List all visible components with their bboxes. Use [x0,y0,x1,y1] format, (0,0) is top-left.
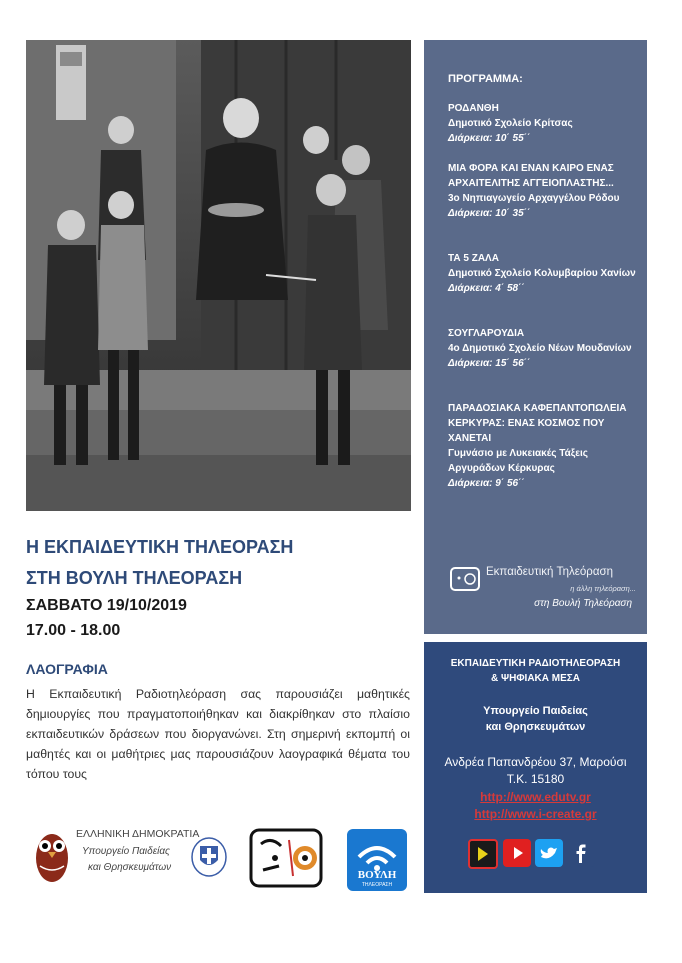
org-name: ΕΚΠΑΙΔΕΥΤΙΚΗ ΡΑΔΙΟΤΗΛΕΟΡΑΣΗ & ΨΗΦΙΑΚΑ ΜΕΣΑ [450,658,621,684]
ministry-label-1: Υπουργείο Παιδείας [82,846,170,857]
brand-subtitle: στη Βουλή Τηλεόραση [534,598,632,609]
contact-panel [424,642,647,893]
youtube-icon[interactable] [503,839,531,867]
page-title-line2: ΣΤΗ ΒΟΥΛΗ ΤΗΛΕΟΡΑΣΗ [26,568,243,588]
republic-label: ΕΛΛΗΝΙΚΗ ΔΗΜΟΚΡΑΤΙΑ [76,828,200,840]
section-description: Η Εκπαιδευτική Ραδιοτηλεόραση σας παρουσιάζει μαθητικές δημιουργίες που πραγματοποιήθηκαν και διακρίθηκαν στο πλαίσιο εκπαιδευτικών δράσεων που διοργανώνει. Στη σημερινή εκπομπή οι μαθητές και οι μαθήτριες μας παρουσιάζουν λαογραφικά θέματα του τόπου τους [26,687,410,781]
ministry-name: Υπουργείο Παιδείας και Θρησκευμάτων [483,705,588,733]
broadcast-date: ΣΑΒΒΑΤΟ 19/10/2019 [26,597,187,614]
edutv-link[interactable]: http://www.edutv.gr [480,790,591,804]
edutv-logo [249,826,327,890]
program-item: ΜΙΑ ΦΟΡΑ ΚΑΙ ΕΝΑΝ ΚΑΙΡΟ ΕΝΑΣ ΑΡΧΑΙΤΕΛΙΤΗΣ ΑΓΓΕΙΟΠΛΑΣΤΗΣ... 3ο Νηπιαγωγείο Αρχαγγέλου Ρόδου Διάρκεια: 10΄ 35΄΄ [448,163,620,219]
edutv-small-tv-icon [450,566,482,592]
icreate-link[interactable]: http://www.i-create.gr [474,807,597,821]
broadcast-time: 17.00 - 18.00 [26,622,121,639]
brand-name: Εκπαιδευτική Τηλεόραση [486,566,613,578]
program-item: ΤΑ 5 ΖΑΛΑ Δημοτικό Σχολείο Κολυμβαρίου Χανίων Διάρκεια: 4΄ 58΄΄ [448,253,636,294]
page-title-line1: Η ΕΚΠΑΙΔΕΥΤΙΚΗ ΤΗΛΕΟΡΑΣΗ [26,537,294,557]
twitter-icon[interactable] [535,839,563,867]
vouli-signal-icon [347,833,407,873]
program-panel [424,40,647,634]
hero-photo [26,40,411,511]
section-heading: ΛΑΟΓΡΑΦΙΑ [26,661,108,677]
ertflix-icon[interactable] [468,839,498,869]
brand-tagline: η άλλη τηλεόραση... [570,584,636,593]
ministry-label-2: και Θρησκευμάτων [88,862,172,873]
edutv-tv-icon [249,826,327,890]
facebook-icon[interactable] [567,839,595,867]
vouli-label: ΒΟΥΛΗ [357,869,397,881]
greek-emblem [190,836,228,878]
owl-icon [30,822,74,890]
vouli-sublabel: ΤΗΛΕΟΡΑΣΗ [361,882,393,888]
edutv-brand [450,566,636,616]
hero-photo-illustration [26,40,411,511]
address: Ανδρέα Παπανδρέου 37, Μαρούσι Τ.Κ. 15180 [444,755,627,786]
program-item: ΡΟΔΑΝΘΗ Δημοτικό Σχολείο Κρίτσας Διάρκεια: 10΄ 55΄΄ [448,103,573,144]
program-heading: ΠΡΟΓΡΑΜΜΑ: [448,73,523,85]
coat-of-arms-icon [190,836,228,878]
program-item: ΠΑΡΑΔΟΣΙΑΚΑ ΚΑΦΕΠΑΝΤΟΠΩΛΕΙΑ ΚΕΡΚΥΡΑΣ: ΕΝΑΣ ΚΟΣΜΟΣ ΠΟΥ ΧΑΝΕΤΑΙ Γυμνάσιο με Λυκειακές Τάξεις Αργυράδων Κέρκυρας Διάρκεια: 9΄ 56΄΄ [448,403,627,489]
program-item: ΣΟΥΓΛΑΡΟΥΔΙΑ 4ο Δημοτικό Σχολείο Νέων Μουδανίων Διάρκεια: 15΄ 56΄΄ [448,328,632,369]
vouli-tv-logo [347,829,407,891]
